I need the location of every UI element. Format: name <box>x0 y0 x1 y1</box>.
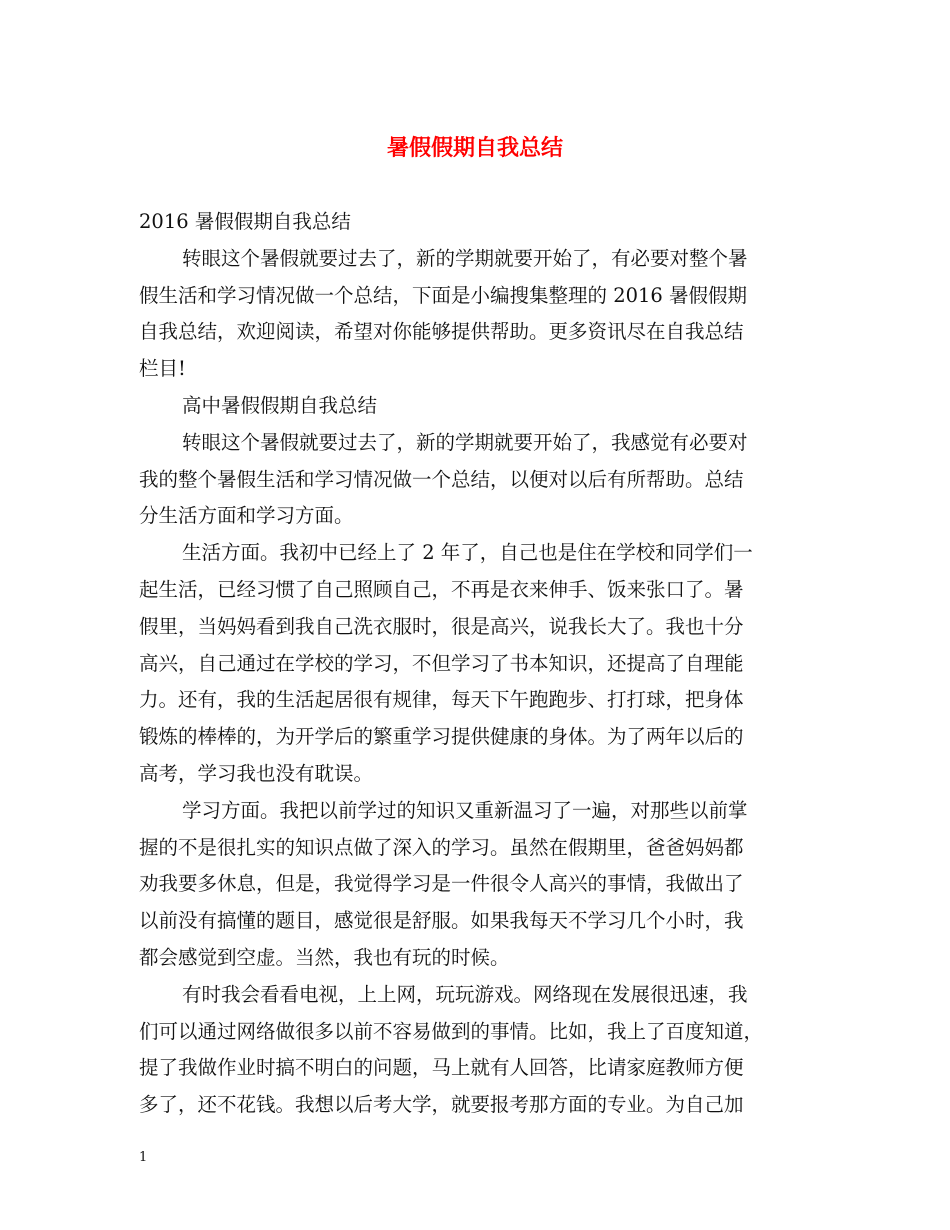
page-title: 暑假假期自我总结 <box>386 135 563 161</box>
text-line: 高中暑假假期自我总结 <box>182 393 378 417</box>
text-line: 锻炼的棒棒的，为开学后的繁重学习提供健康的身体。为了两年以后的 <box>139 725 744 749</box>
document-body <box>139 204 819 1124</box>
text-line: 我的整个暑假生活和学习情况做一个总结，以便对以后有所帮助。总结 <box>139 467 744 491</box>
text-line: 学习方面。我把以前学过的知识又重新温习了一遍，对那些以前掌 <box>182 798 748 822</box>
text-line: 栏目! <box>139 357 186 381</box>
text-line: 以前没有搞懂的题目，感觉很是舒服。如果我每天不学习几个小时，我 <box>139 909 744 933</box>
text-line: 有时我会看看电视，上上网，玩玩游戏。网络现在发展很迅速，我 <box>182 982 748 1006</box>
text-line: 转眼这个暑假就要过去了，新的学期就要开始了，有必要对整个暑 <box>182 246 748 270</box>
text-line: 提了我做作业时搞不明白的问题，马上就有人回答，比请家庭教师方便 <box>139 1056 744 1080</box>
text-line: 转眼这个暑假就要过去了，新的学期就要开始了，我感觉有必要对 <box>182 430 748 454</box>
text-line: 劝我要多休息，但是，我觉得学习是一件很令人高兴的事情，我做出了 <box>139 872 744 896</box>
page-number: 1 <box>139 1150 148 1165</box>
text-line: 自我总结，欢迎阅读，希望对你能够提供帮助。更多资讯尽在自我总结 <box>139 320 744 344</box>
text-line: 高考，学习我也没有耽误。 <box>139 761 374 785</box>
text-line: 假里，当妈妈看到我自己洗衣服时，很是高兴，说我长大了。我也十分 <box>139 614 744 638</box>
text-line: 分生活方面和学习方面。 <box>139 504 354 528</box>
text-line: 多了，还不花钱。我想以后考大学，就要报考那方面的专业。为自己加 <box>139 1093 744 1117</box>
text-line: 们可以通过网络做很多以前不容易做到的事情。比如，我上了百度知道， <box>139 1019 764 1043</box>
text-line: 生活方面。我初中已经上了 2 年了，自己也是住在学校和同学们一 <box>182 541 753 565</box>
text-line: 力。还有，我的生活起居很有规律，每天下午跑跑步、打打球，把身体 <box>139 688 744 712</box>
text-line: 都会感觉到空虚。当然，我也有玩的时候。 <box>139 945 510 969</box>
text-line: 起生活，已经习惯了自己照顾自己，不再是衣来伸手、饭来张口了。暑 <box>139 577 744 601</box>
text-line: 假生活和学习情况做一个总结，下面是小编搜集整理的 2016 暑假假期 <box>139 283 748 307</box>
text-line: 高兴，自己通过在学校的学习，不但学习了书本知识，还提高了自理能 <box>139 651 744 675</box>
text-line: 2016 暑假假期自我总结 <box>139 210 351 233</box>
text-line: 握的不是很扎实的知识点做了深入的学习。虽然在假期里，爸爸妈妈都 <box>139 835 744 859</box>
